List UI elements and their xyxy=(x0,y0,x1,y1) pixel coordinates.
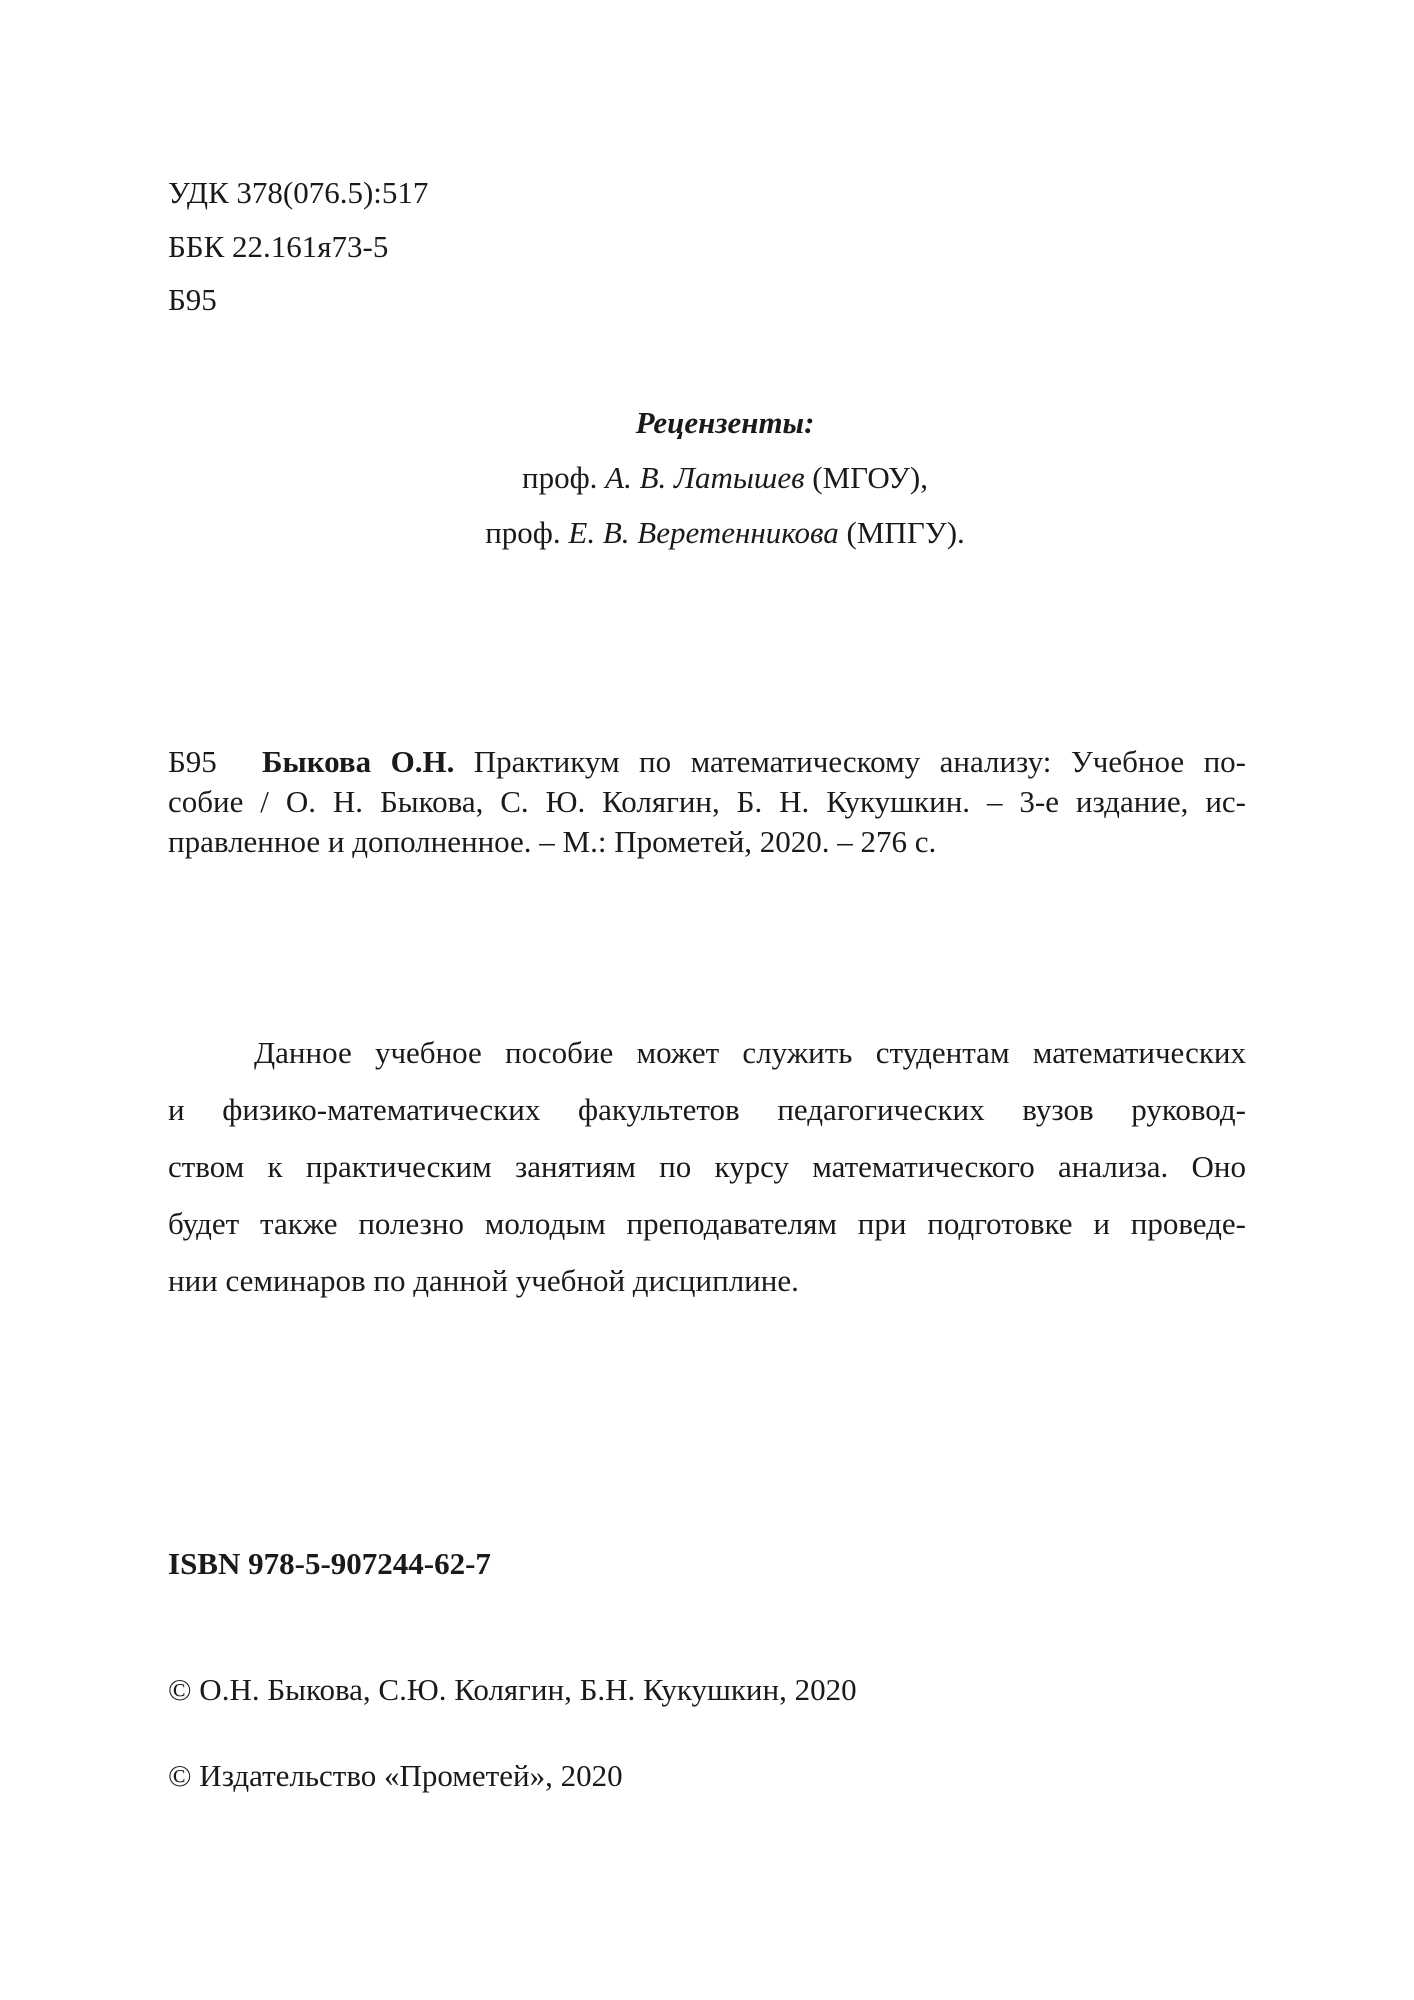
biblio-line-3: правленное и дополненное. – М.: Прометей, 2020. – 276 с. xyxy=(168,824,937,859)
biblio-author: Быкова О.Н. xyxy=(262,744,455,779)
reviewer-1 xyxy=(330,450,1120,505)
reviewer-title: проф. xyxy=(485,515,569,550)
copyright-publisher: © Издательство «Прометей», 2020 xyxy=(168,1758,623,1793)
biblio-title: Практикум по математическому анализу: Учебное по- xyxy=(454,744,1246,779)
udk-code: УДК 378(076.5):517 xyxy=(168,175,429,210)
classification-codes xyxy=(168,166,428,327)
biblio-code: Б95 xyxy=(168,744,217,779)
reviewer-title: проф. xyxy=(521,460,606,495)
annotation-line: нии семинаров по данной учебной дисциплине. xyxy=(168,1263,799,1298)
reviewer-affiliation: (МГОУ), xyxy=(804,460,929,495)
reviewer-name: Е. В. Веретенникова xyxy=(568,515,839,550)
annotation-line: ством к практическим занятиям по курсу математического анализа. Оно xyxy=(168,1149,1246,1184)
author-mark-code: Б95 xyxy=(168,282,217,317)
annotation-paragraph xyxy=(168,1024,1246,1309)
copyright-authors: © О.Н. Быкова, С.Ю. Колягин, Б.Н. Кукушкин, 2020 xyxy=(168,1672,857,1707)
reviewer-2 xyxy=(330,505,1120,560)
reviewer-affiliation: (МПГУ). xyxy=(838,515,965,550)
isbn: ISBN 978-5-907244-62-7 xyxy=(168,1546,491,1581)
biblio-line-1 xyxy=(168,742,1246,782)
biblio-line-2: собие / О. Н. Быкова, С. Ю. Колягин, Б. Н. Кукушкин. – 3-е издание, ис- xyxy=(168,784,1246,819)
annotation-line: Данное учебное пособие может служить студентам математических xyxy=(254,1035,1246,1070)
reviewers-heading: Рецензенты: xyxy=(635,405,815,440)
bbk-code: ББК 22.161я73-5 xyxy=(168,228,389,264)
bibliographic-record xyxy=(168,742,1246,862)
reviewer-name: А. В. Латышев xyxy=(605,460,805,495)
reviewers-block xyxy=(330,395,1120,560)
annotation-line: и физико-математических факультетов педагогических вузов руковод- xyxy=(168,1092,1246,1127)
annotation-line: будет также полезно молодым преподавателям при подготовке и проведе- xyxy=(168,1206,1246,1241)
